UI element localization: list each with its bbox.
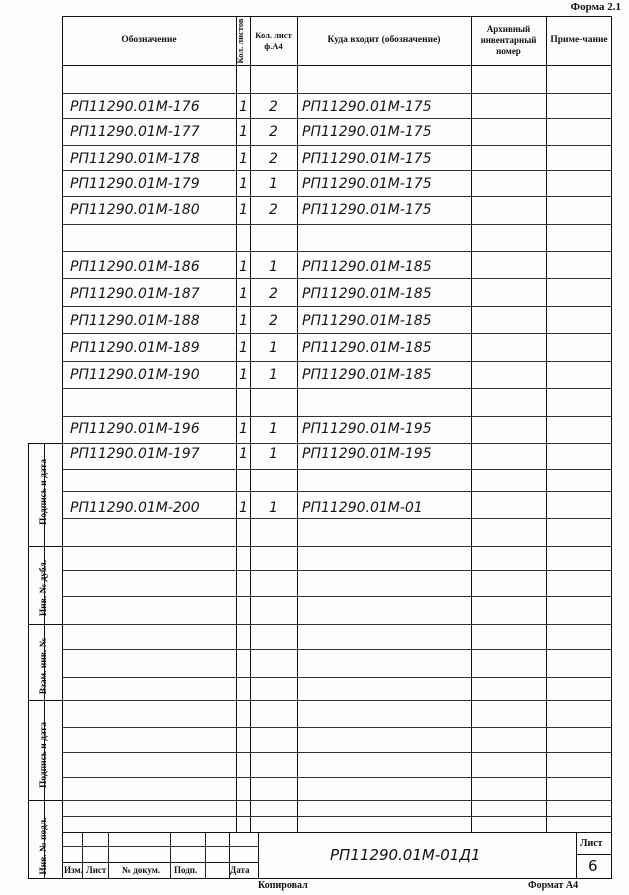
row-sheets-a4: 2 — [269, 313, 278, 329]
title-block-sheet: Лист — [86, 865, 107, 875]
row-designation: РП11290.01М-177 — [70, 124, 200, 140]
table-grid-line — [62, 727, 612, 728]
row-designation: РП11290.01М-190 — [70, 367, 200, 383]
table-grid-line — [62, 196, 612, 197]
row-designation: РП11290.01М-197 — [70, 446, 200, 462]
table-grid-line — [62, 546, 612, 547]
row-sheets-a4: 1 — [269, 259, 278, 275]
side-divider — [28, 700, 62, 701]
row-sheets-a4: 1 — [269, 421, 278, 437]
row-sheets: 1 — [239, 151, 248, 167]
header-included-in: Куда входит (обозначение) — [327, 35, 441, 45]
row-sheets: 1 — [239, 124, 248, 140]
row-included-in: РП11290.01М-175 — [302, 202, 432, 218]
sheet-label: Лист — [580, 838, 603, 849]
side-divider — [28, 624, 62, 625]
header-sheets-a4: Кол. лист ф.А4 — [255, 30, 292, 51]
table-grid-line — [62, 118, 612, 119]
row-designation: РП11290.01М-196 — [70, 421, 200, 437]
row-sheets-a4: 1 — [269, 446, 278, 462]
row-designation: РП11290.01М-180 — [70, 202, 200, 218]
row-sheets: 1 — [239, 500, 248, 516]
table-grid-line — [62, 518, 612, 519]
row-designation: РП11290.01М-178 — [70, 151, 200, 167]
row-sheets: 1 — [239, 367, 248, 383]
table-grid-line — [62, 170, 612, 171]
row-included-in: РП11290.01М-175 — [302, 176, 432, 192]
footer-format: Формат А4 — [528, 880, 579, 891]
table-grid-line — [62, 677, 612, 678]
row-included-in: РП11290.01М-185 — [302, 313, 432, 329]
side-label-sign-date-bottom: Подпись и дата — [39, 722, 49, 788]
column-divider — [471, 16, 472, 832]
row-designation: РП11290.01М-200 — [70, 500, 200, 516]
row-designation: РП11290.01М-188 — [70, 313, 200, 329]
title-block-col — [170, 832, 171, 879]
title-block-line — [576, 854, 612, 855]
table-grid-line — [62, 700, 612, 701]
table-grid-line — [62, 361, 612, 362]
row-sheets-a4: 2 — [269, 124, 278, 140]
row-included-in: РП11290.01М-185 — [302, 259, 432, 275]
row-sheets: 1 — [239, 202, 248, 218]
title-block-change: Изм. — [64, 865, 83, 875]
title-block-signature: Подп. — [174, 865, 198, 875]
header-divider — [62, 65, 612, 66]
row-designation: РП11290.01М-187 — [70, 286, 200, 302]
table-grid-line — [62, 469, 612, 470]
row-sheets: 1 — [239, 176, 248, 192]
row-sheets: 1 — [239, 313, 248, 329]
side-divider — [28, 546, 62, 547]
row-sheets-a4: 1 — [269, 500, 278, 516]
header-note: Приме-чание — [550, 35, 608, 45]
table-grid-line — [62, 816, 612, 817]
title-block-col — [205, 832, 206, 879]
table-grid-line — [62, 224, 612, 225]
row-sheets: 1 — [239, 259, 248, 275]
document-code: РП11290.01М-01Д1 — [330, 846, 481, 864]
title-block-top — [62, 832, 612, 833]
table-grid-line — [62, 145, 612, 146]
table-grid-line — [62, 278, 612, 279]
row-sheets: 1 — [239, 99, 248, 115]
row-sheets-a4: 1 — [269, 176, 278, 192]
form-label: Форма 2.1 — [570, 1, 621, 13]
side-label-sign-date-top: Подпись и дата — [39, 459, 49, 525]
table-grid-line — [62, 624, 612, 625]
row-sheets: 1 — [239, 421, 248, 437]
column-divider — [297, 16, 298, 832]
table-grid-line — [62, 388, 612, 389]
title-block-col — [258, 832, 259, 879]
row-sheets-a4: 1 — [269, 340, 278, 356]
table-grid-line — [62, 416, 612, 417]
column-divider — [546, 16, 547, 832]
side-column-divider — [44, 443, 45, 879]
table-grid-line — [62, 800, 612, 801]
row-sheets: 1 — [239, 446, 248, 462]
row-included-in: РП11290.01М-185 — [302, 367, 432, 383]
row-included-in: РП11290.01М-195 — [302, 421, 432, 437]
row-included-in: РП11290.01М-01 — [302, 500, 423, 516]
row-sheets: 1 — [239, 286, 248, 302]
table-grid-line — [62, 570, 612, 571]
column-divider — [250, 16, 251, 832]
row-sheets-a4: 1 — [269, 367, 278, 383]
table-grid-line — [62, 777, 612, 778]
side-label-inv-orig: Инв. № подл. — [39, 817, 49, 875]
row-included-in: РП11290.01М-175 — [302, 151, 432, 167]
row-designation: РП11290.01М-179 — [70, 176, 200, 192]
row-sheets-a4: 2 — [269, 202, 278, 218]
table-grid-line — [62, 306, 612, 307]
row-included-in: РП11290.01М-195 — [302, 446, 432, 462]
table-grid-line — [62, 93, 612, 94]
table-grid-line — [62, 443, 612, 444]
row-sheets: 1 — [239, 340, 248, 356]
sheet-number: 6 — [588, 857, 598, 875]
table-grid-line — [62, 251, 612, 252]
row-sheets-a4: 2 — [269, 99, 278, 115]
row-designation: РП11290.01М-186 — [70, 259, 200, 275]
row-sheets-a4: 2 — [269, 151, 278, 167]
row-included-in: РП11290.01М-175 — [302, 124, 432, 140]
side-divider — [28, 800, 62, 801]
table-grid-line — [62, 491, 612, 492]
title-block-doc-no: № докум. — [122, 865, 161, 875]
title-block-date: Дата — [230, 865, 250, 875]
row-included-in: РП11290.01М-185 — [302, 286, 432, 302]
footer-copied: Копировал — [258, 880, 308, 891]
title-block-col — [576, 832, 577, 879]
row-designation: РП11290.01М-189 — [70, 340, 200, 356]
table-grid-line — [62, 333, 612, 334]
title-block-col — [108, 832, 109, 879]
table-grid-line — [62, 752, 612, 753]
header-sheets-count: Кол. листов — [235, 18, 245, 64]
table-grid-line — [62, 649, 612, 650]
header-archive-number: Архивный инвентарный номер — [480, 24, 537, 56]
row-included-in: РП11290.01М-185 — [302, 340, 432, 356]
table-grid-line — [62, 596, 612, 597]
row-included-in: РП11290.01М-175 — [302, 99, 432, 115]
header-designation: Обозначение — [121, 35, 177, 45]
side-label-inv-dup: Инв. № дубл. — [39, 559, 49, 617]
side-label-replace-inv: Взам. инв. № — [39, 637, 49, 695]
row-designation: РП11290.01М-176 — [70, 99, 200, 115]
row-sheets-a4: 2 — [269, 286, 278, 302]
